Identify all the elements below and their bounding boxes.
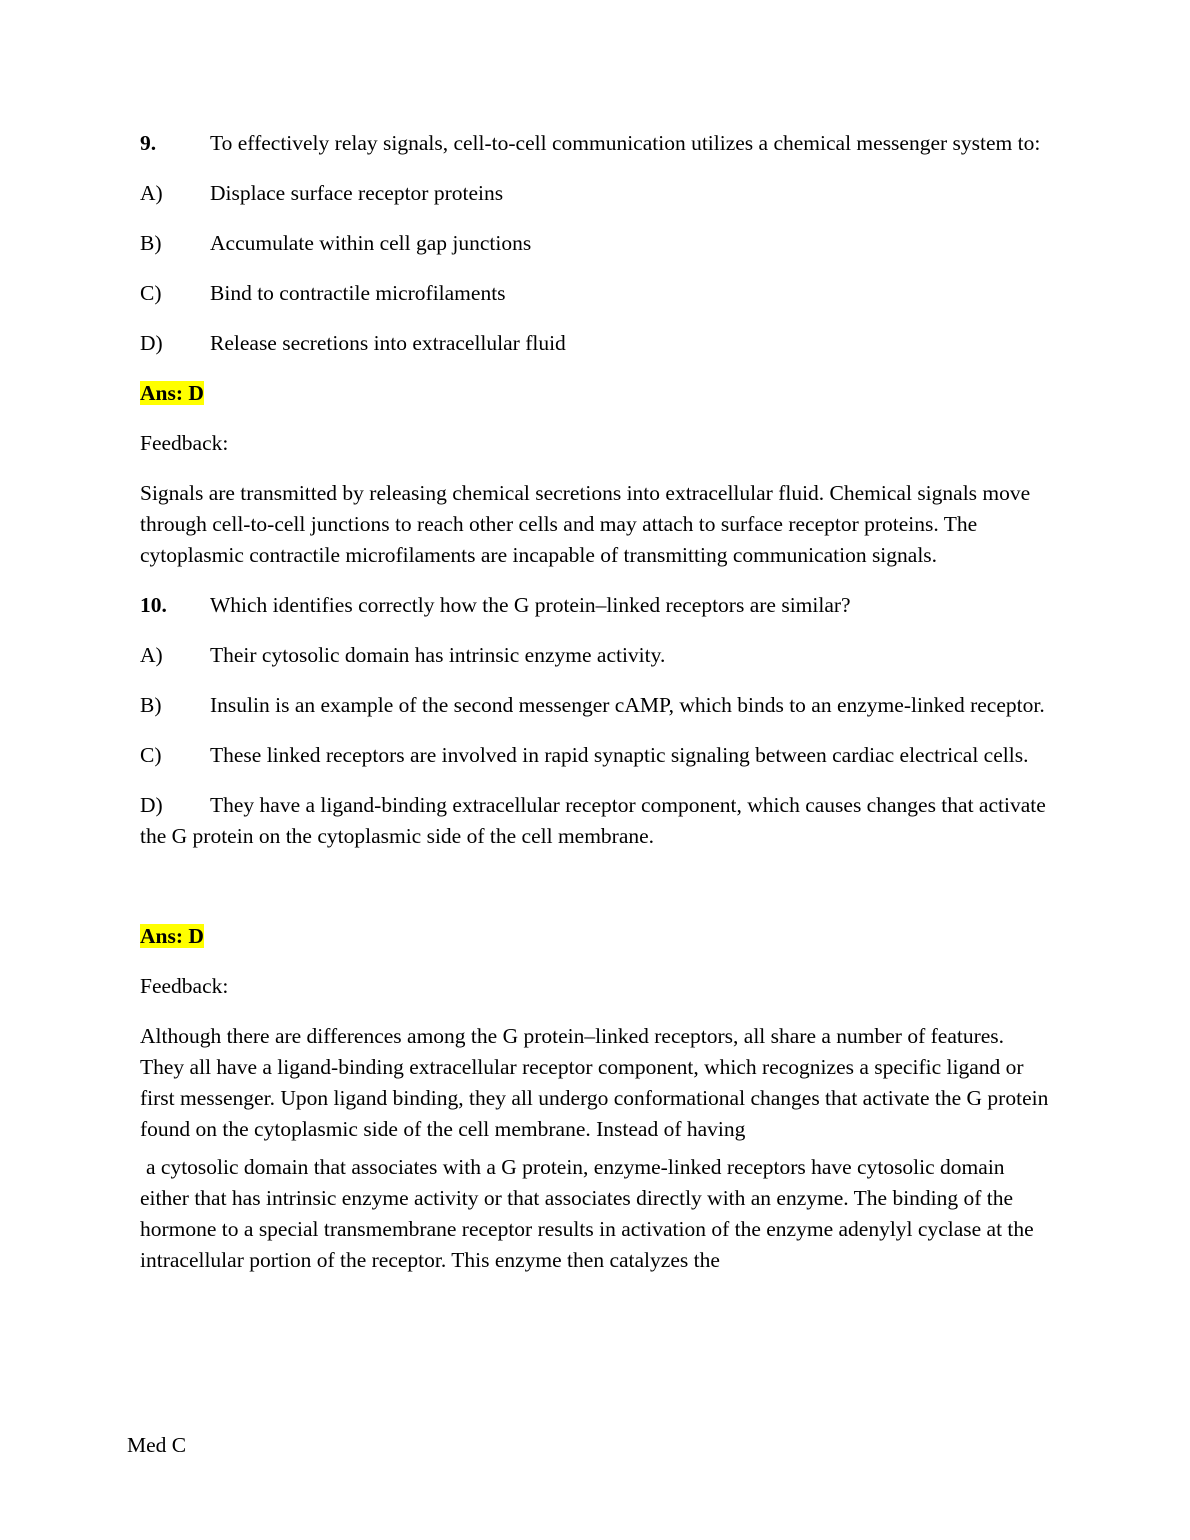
spacer: [140, 871, 1052, 921]
question-text: Which identifies correctly how the G protein–linked receptors are similar?: [210, 593, 851, 617]
option-letter: D): [140, 793, 163, 817]
page-footer: Med C: [127, 1433, 187, 1457]
option-text: They have a ligand-binding extracellular receptor component, which causes changes that activate the G protein on the cytoplasmic side of the cell membrane.: [140, 793, 1046, 848]
answer-line: [140, 921, 1052, 952]
feedback-text: Signals are transmitted by releasing chemical secretions into extracellular fluid. Chemical signals move through cell-to-cell junctions to reach other cells and may attach to surface receptor proteins. The cytoplasmic contractile microfilaments are incapable of transmitting communication signals.: [140, 481, 1031, 567]
option-letter: B): [140, 693, 162, 717]
option-text: Displace surface receptor proteins: [210, 181, 504, 205]
option-b: [140, 228, 1052, 259]
question-stem: [140, 590, 1052, 621]
feedback-text-continued: a cytosolic domain that associates with a G protein, enzyme-linked receptors have cytosolic domain either that has intrinsic enzyme activity or that associates directly with an enzyme. The binding of the hormone to a special transmembrane receptor results in activation of the enzyme adenylyl cyclase at the intracellular portion of the receptor. This enzyme then catalyzes the: [140, 1155, 1034, 1272]
question-9: [140, 128, 1052, 571]
option-text: Bind to contractile microfilaments: [210, 281, 506, 305]
question-number: 9.: [140, 131, 157, 155]
answer-highlight: Ans: D: [140, 924, 204, 948]
feedback-text: Although there are differences among the G protein–linked receptors, all share a number of features. They all have a ligand-binding extracellular receptor component, which recognizes a specific ligand or first messenger. Upon ligand binding, they all undergo conformational changes that activate the G protein found on the cytoplasmic side of the cell membrane. Instead of having: [140, 1024, 1049, 1141]
option-a: [140, 178, 1052, 209]
option-d: [140, 790, 1052, 852]
question-number: 10.: [140, 593, 167, 617]
option-letter: A): [140, 643, 163, 667]
feedback-label: Feedback:: [140, 974, 229, 998]
option-a: [140, 640, 1052, 671]
answer-line: [140, 378, 1052, 409]
document-page: [140, 128, 1052, 1276]
option-c: [140, 740, 1052, 771]
option-text: Their cytosolic domain has intrinsic enzyme activity.: [210, 643, 666, 667]
option-letter: C): [140, 281, 162, 305]
option-b: [140, 690, 1052, 721]
question-stem: [140, 128, 1052, 159]
option-text: Accumulate within cell gap junctions: [210, 231, 532, 255]
option-text: These linked receptors are involved in rapid synaptic signaling between cardiac electrical cells.: [210, 743, 1029, 767]
option-text: Insulin is an example of the second messenger cAMP, which binds to an enzyme-linked receptor.: [210, 693, 1045, 717]
option-letter: A): [140, 181, 163, 205]
option-text: Release secretions into extracellular fluid: [210, 331, 566, 355]
option-d: [140, 328, 1052, 359]
question-text: To effectively relay signals, cell-to-cell communication utilizes a chemical messenger system to:: [210, 131, 1041, 155]
question-10: [140, 590, 1052, 1276]
option-letter: D): [140, 331, 163, 355]
option-c: [140, 278, 1052, 309]
answer-highlight: Ans: D: [140, 381, 204, 405]
option-letter: C): [140, 743, 162, 767]
feedback-label: Feedback:: [140, 431, 229, 455]
option-letter: B): [140, 231, 162, 255]
